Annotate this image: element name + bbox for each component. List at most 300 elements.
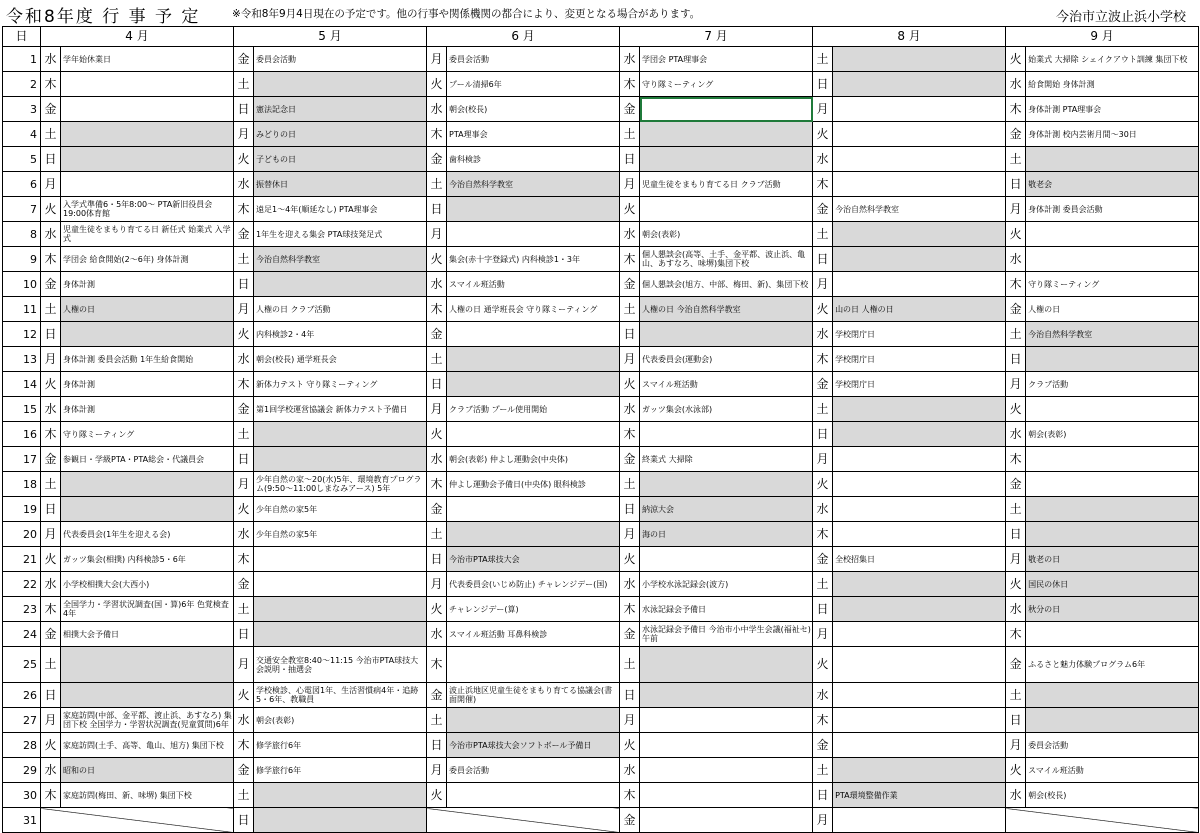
event-cell[interactable]: 朝会(表彰) [1026, 422, 1199, 447]
event-cell[interactable]: 学校検診、心電図1年、生活習慣病4年・追跡5・6年、教職員 [254, 683, 427, 708]
day-row [3, 622, 1199, 647]
weekday-cell: 日 [1006, 708, 1026, 733]
day-row [3, 222, 1199, 247]
weekday-cell: 土 [813, 222, 833, 247]
event-cell[interactable]: 身体計測 委員会活動 [1026, 197, 1199, 222]
event-cell[interactable] [640, 147, 813, 172]
weekday-cell: 金 [1006, 472, 1026, 497]
event-cell[interactable]: 人権の日 [1026, 297, 1199, 322]
event-cell[interactable]: 児童生徒をまもり育てる日 クラブ活動 [640, 172, 813, 197]
event-cell[interactable] [447, 647, 620, 683]
weekday-cell: 土 [813, 397, 833, 422]
weekday-cell: 水 [41, 758, 61, 783]
weekday-cell: 水 [427, 622, 447, 647]
event-cell[interactable]: 波止浜地区児童生徒をまもり育てる協議会(書面開催) [447, 683, 620, 708]
event-cell[interactable]: 今治自然科学教室 [254, 247, 427, 272]
event-cell[interactable]: 人権の日 通学班長会 守り隊ミーティング [447, 297, 620, 322]
weekday-cell: 火 [1006, 572, 1026, 597]
day-row [3, 758, 1199, 783]
event-cell[interactable]: 委員会活動 [447, 47, 620, 72]
day-number: 2 [3, 72, 41, 97]
event-cell[interactable]: 委員会活動 [447, 758, 620, 783]
weekday-cell: 水 [234, 522, 254, 547]
event-cell[interactable]: 児童生徒をまもり育てる日 新任式 始業式 入学式 [61, 222, 234, 247]
event-cell[interactable] [640, 322, 813, 347]
event-cell[interactable] [254, 597, 427, 622]
event-cell[interactable] [254, 622, 427, 647]
event-cell[interactable]: 集会(赤十字登録式) 内科検診1・3年 [447, 247, 620, 272]
weekday-cell: 金 [41, 97, 61, 122]
weekday-cell: 日 [234, 808, 254, 833]
event-cell[interactable] [833, 708, 1006, 733]
weekday-cell: 土 [620, 297, 640, 322]
weekday-cell: 土 [234, 72, 254, 97]
weekday-cell: 月 [234, 472, 254, 497]
month-header-row [3, 27, 1199, 47]
weekday-cell: 火 [234, 147, 254, 172]
schedule-note: ※令和8年9月4日現在の予定です。他の行事や関係機関の都合により、変更となる場合があります。 [232, 8, 701, 20]
weekday-cell: 水 [620, 47, 640, 72]
day-row [3, 447, 1199, 472]
event-cell[interactable]: 全国学力・学習状況調査(国・算)6年 色覚検査4年 [61, 597, 234, 622]
event-cell[interactable] [640, 472, 813, 497]
weekday-cell: 月 [427, 222, 447, 247]
weekday-cell: 金 [427, 147, 447, 172]
event-cell[interactable]: 代表委員会(いじめ防止) チャレンジデー(国) [447, 572, 620, 597]
weekday-cell: 水 [234, 347, 254, 372]
event-cell[interactable] [1026, 147, 1199, 172]
event-cell[interactable] [254, 272, 427, 297]
weekday-cell: 木 [41, 783, 61, 808]
weekday-cell: 金 [234, 397, 254, 422]
event-cell[interactable]: 代表委員会(運動会) [640, 347, 813, 372]
event-cell[interactable]: 身体計測 PTA理事会 [1026, 97, 1199, 122]
event-cell[interactable]: 個人懇談会(旭方、中部、梅田、新)、集団下校 [640, 272, 813, 297]
event-cell[interactable]: 始業式 大掃除 シェイクアウト訓練 集団下校 [1026, 47, 1199, 72]
weekday-cell: 土 [813, 572, 833, 597]
event-cell[interactable] [833, 122, 1006, 147]
event-cell[interactable]: 身体計測 [61, 272, 234, 297]
event-cell[interactable] [833, 522, 1006, 547]
weekday-cell: 金 [234, 572, 254, 597]
weekday-cell: 月 [1006, 547, 1026, 572]
event-cell[interactable] [640, 783, 813, 808]
event-cell[interactable]: 今治自然科学教室 [447, 172, 620, 197]
weekday-cell: 日 [234, 447, 254, 472]
event-cell[interactable] [833, 683, 1006, 708]
month-header: 7 月 [620, 27, 813, 47]
day-number: 12 [3, 322, 41, 347]
event-cell[interactable] [61, 497, 234, 522]
event-cell[interactable] [254, 422, 427, 447]
weekday-cell: 水 [41, 222, 61, 247]
event-cell[interactable]: 委員会活動 [254, 47, 427, 72]
day-row [3, 397, 1199, 422]
event-cell[interactable] [640, 647, 813, 683]
event-cell[interactable]: 納涼大会 [640, 497, 813, 522]
event-cell[interactable]: 委員会活動 [1026, 733, 1199, 758]
event-cell[interactable]: 参観日・学級PTA・PTA総会・代議員会 [61, 447, 234, 472]
weekday-cell: 金 [620, 97, 640, 122]
event-cell[interactable] [833, 647, 1006, 683]
day-row [3, 122, 1199, 147]
weekday-cell: 月 [813, 272, 833, 297]
event-cell[interactable]: 小学校水泳記録会(波方) [640, 572, 813, 597]
event-cell[interactable]: 1年生を迎える集会 PTA球技発足式 [254, 222, 427, 247]
event-cell[interactable]: 少年自然の家5年 [254, 522, 427, 547]
event-cell[interactable]: 相撲大会予備日 [61, 622, 234, 647]
event-cell[interactable]: プール清掃6年 [447, 72, 620, 97]
weekday-cell: 水 [620, 758, 640, 783]
event-cell[interactable] [833, 72, 1006, 97]
event-cell[interactable] [833, 622, 1006, 647]
event-cell[interactable] [447, 522, 620, 547]
event-cell[interactable] [61, 72, 234, 97]
event-cell[interactable]: 学団会 給食開始(2～6年) 身体計測 [61, 247, 234, 272]
event-cell[interactable]: 個人懇談会(高等、土手、金平都、波止浜、亀山、あすなろ、味堺)集団下校 [640, 247, 813, 272]
event-cell[interactable] [833, 272, 1006, 297]
event-cell[interactable] [447, 197, 620, 222]
weekday-cell: 水 [1006, 422, 1026, 447]
event-cell[interactable]: 内科検診2・4年 [254, 322, 427, 347]
event-cell[interactable] [640, 708, 813, 733]
weekday-cell: 水 [620, 397, 640, 422]
event-cell[interactable] [833, 422, 1006, 447]
event-cell[interactable]: みどりの日 [254, 122, 427, 147]
event-cell[interactable] [1026, 447, 1199, 472]
event-cell[interactable] [640, 758, 813, 783]
weekday-cell: 木 [813, 708, 833, 733]
event-cell[interactable]: スマイル班活動 [1026, 758, 1199, 783]
weekday-cell: 火 [234, 683, 254, 708]
event-cell[interactable] [833, 47, 1006, 72]
weekday-cell: 木 [41, 597, 61, 622]
event-cell[interactable]: 海の日 [640, 522, 813, 547]
day-number: 13 [3, 347, 41, 372]
weekday-cell: 木 [234, 547, 254, 572]
day-row [3, 147, 1199, 172]
weekday-cell: 水 [41, 397, 61, 422]
event-cell[interactable]: 学団会 PTA理事会 [640, 47, 813, 72]
weekday-cell: 月 [813, 97, 833, 122]
school-name: 今治市立波止浜小学校 [1055, 10, 1186, 25]
weekday-cell: 月 [427, 572, 447, 597]
event-cell[interactable] [833, 472, 1006, 497]
weekday-cell: 木 [41, 72, 61, 97]
event-cell[interactable]: 水泳記録会予備日 [640, 597, 813, 622]
event-cell[interactable]: 全校招集日 [833, 547, 1006, 572]
weekday-cell: 月 [41, 347, 61, 372]
weekday-cell: 日 [427, 197, 447, 222]
day-number: 6 [3, 172, 41, 197]
event-cell[interactable]: クラブ活動 プール使用開始 [447, 397, 620, 422]
event-cell[interactable] [447, 322, 620, 347]
event-cell[interactable] [640, 97, 813, 122]
day-row [3, 47, 1199, 72]
weekday-cell: 火 [427, 597, 447, 622]
event-cell[interactable] [1026, 347, 1199, 372]
event-cell[interactable] [833, 597, 1006, 622]
event-cell[interactable]: 守り隊ミーティング [61, 422, 234, 447]
event-cell[interactable]: 国民の休日 [1026, 572, 1199, 597]
weekday-cell: 日 [1006, 172, 1026, 197]
event-cell[interactable] [61, 97, 234, 122]
event-cell[interactable]: 人権の日 [61, 297, 234, 322]
event-cell[interactable] [447, 708, 620, 733]
event-cell[interactable] [833, 447, 1006, 472]
day-row [3, 597, 1199, 622]
event-cell[interactable]: 新体力テスト 守り隊ミーティング [254, 372, 427, 397]
event-cell[interactable] [833, 222, 1006, 247]
event-cell[interactable]: 今治自然科学教室 [1026, 322, 1199, 347]
event-cell[interactable]: 朝会(校長) 通学班長会 [254, 347, 427, 372]
event-cell[interactable]: 学校閉庁日 [833, 347, 1006, 372]
event-cell[interactable]: 朝会(校長) [1026, 783, 1199, 808]
event-cell[interactable] [1026, 683, 1199, 708]
event-cell[interactable] [833, 172, 1006, 197]
day-number: 26 [3, 683, 41, 708]
weekday-cell: 月 [813, 808, 833, 833]
event-cell[interactable]: 小学校相撲大会(大西小) [61, 572, 234, 597]
weekday-cell: 日 [620, 322, 640, 347]
event-cell[interactable] [61, 147, 234, 172]
event-cell[interactable] [1026, 708, 1199, 733]
event-cell[interactable]: 身体計測 委員会活動 1年生給食開始 [61, 347, 234, 372]
weekday-cell: 月 [41, 522, 61, 547]
event-cell[interactable]: PTA理事会 [447, 122, 620, 147]
event-cell[interactable]: 学校閉庁日 [833, 372, 1006, 397]
event-cell[interactable]: 交通安全教室8:40～11:15 今治市PTA球技大会説明・抽選会 [254, 647, 427, 683]
event-cell[interactable]: 山の日 人権の日 [833, 297, 1006, 322]
event-cell[interactable]: スマイル班活動 耳鼻科検診 [447, 622, 620, 647]
weekday-cell: 火 [620, 733, 640, 758]
event-cell[interactable]: 子どもの日 [254, 147, 427, 172]
weekday-cell: 月 [813, 622, 833, 647]
day-row [3, 197, 1199, 222]
page-title: 令和8年度 行 事 予 定 [6, 7, 201, 27]
weekday-cell: 月 [41, 172, 61, 197]
weekday-cell: 土 [620, 122, 640, 147]
event-cell[interactable] [447, 222, 620, 247]
event-cell[interactable]: 今治自然科学教室 [833, 197, 1006, 222]
weekday-cell: 木 [41, 422, 61, 447]
event-cell[interactable]: 家庭訪問(土手、高等、亀山、旭方) 集団下校 [61, 733, 234, 758]
event-cell[interactable]: 振替休日 [254, 172, 427, 197]
weekday-cell: 木 [234, 197, 254, 222]
event-cell[interactable]: 仲よし運動会予備日(中央体) 眼科検診 [447, 472, 620, 497]
event-cell[interactable] [833, 497, 1006, 522]
event-cell[interactable]: 家庭訪問(梅田、新、味堺) 集団下校 [61, 783, 234, 808]
event-cell[interactable]: 身体計測 校内芸術月間～30日 [1026, 122, 1199, 147]
weekday-cell: 水 [1006, 597, 1026, 622]
event-cell[interactable]: 遠足1～4年(順延なし) PTA理事会 [254, 197, 427, 222]
event-cell[interactable] [447, 347, 620, 372]
event-cell[interactable] [833, 572, 1006, 597]
event-cell[interactable] [1026, 497, 1199, 522]
weekday-cell: 日 [620, 683, 640, 708]
day-number: 7 [3, 197, 41, 222]
event-cell[interactable]: 代表委員会(1年生を迎える会) [61, 522, 234, 547]
event-cell[interactable] [833, 247, 1006, 272]
event-cell[interactable] [833, 758, 1006, 783]
event-cell[interactable] [1026, 472, 1199, 497]
weekday-cell: 水 [813, 147, 833, 172]
event-cell[interactable]: 今治市PTA球技大会ソフトボール予備日 [447, 733, 620, 758]
event-cell[interactable]: 秋分の日 [1026, 597, 1199, 622]
event-cell[interactable]: 第1回学校運営協議会 新体力テスト予備日 [254, 397, 427, 422]
event-cell[interactable]: 歯科検診 [447, 147, 620, 172]
event-cell[interactable]: 終業式 大掃除 [640, 447, 813, 472]
header [0, 0, 1200, 26]
event-cell[interactable]: 人権の日 クラブ活動 [254, 297, 427, 322]
event-cell[interactable] [61, 472, 234, 497]
event-cell[interactable] [833, 397, 1006, 422]
event-cell[interactable] [640, 733, 813, 758]
event-cell[interactable] [833, 733, 1006, 758]
weekday-cell: 日 [41, 683, 61, 708]
weekday-cell: 火 [427, 422, 447, 447]
event-cell[interactable]: ガッツ集会(相撲) 内科検診5・6年 [61, 547, 234, 572]
event-cell[interactable]: 入学式準備6・5年8:00～ PTA新旧役員会19:00体育館 [61, 197, 234, 222]
weekday-cell: 火 [1006, 397, 1026, 422]
event-cell[interactable]: 修学旅行6年 [254, 758, 427, 783]
weekday-cell: 水 [813, 683, 833, 708]
weekday-cell: 日 [620, 497, 640, 522]
event-cell[interactable]: 敬老会 [1026, 172, 1199, 197]
weekday-cell: 火 [813, 647, 833, 683]
weekday-cell: 水 [1006, 72, 1026, 97]
day-number: 4 [3, 122, 41, 147]
day-row [3, 708, 1199, 733]
weekday-cell: 金 [1006, 297, 1026, 322]
weekday-cell: 金 [234, 47, 254, 72]
schedule-table [2, 26, 1199, 833]
event-cell[interactable]: クラブ活動 [1026, 372, 1199, 397]
weekday-cell: 土 [234, 422, 254, 447]
event-cell[interactable]: 敬老の日 [1026, 547, 1199, 572]
event-cell[interactable]: チャレンジデー(算) [447, 597, 620, 622]
weekday-cell: 水 [234, 172, 254, 197]
event-cell[interactable] [447, 497, 620, 522]
event-cell[interactable]: ガッツ集会(水泳部) [640, 397, 813, 422]
weekday-cell: 金 [427, 683, 447, 708]
event-cell[interactable] [833, 147, 1006, 172]
event-cell[interactable]: 身体計測 [61, 372, 234, 397]
weekday-cell: 日 [813, 72, 833, 97]
day-row [3, 97, 1199, 122]
month-header: 8 月 [813, 27, 1006, 47]
event-cell[interactable] [640, 683, 813, 708]
weekday-cell: 金 [1006, 122, 1026, 147]
event-cell[interactable] [1026, 397, 1199, 422]
event-cell[interactable] [61, 122, 234, 147]
weekday-cell: 金 [620, 272, 640, 297]
event-cell[interactable]: 修学旅行6年 [254, 733, 427, 758]
event-cell[interactable]: PTA環境整備作業 [833, 783, 1006, 808]
weekday-cell: 木 [1006, 272, 1026, 297]
weekday-cell: 日 [427, 372, 447, 397]
event-cell[interactable]: スマイル班活動 [640, 372, 813, 397]
weekday-cell: 木 [1006, 622, 1026, 647]
event-cell[interactable] [254, 72, 427, 97]
weekday-cell: 月 [620, 347, 640, 372]
event-cell[interactable]: 朝会(表彰) 仲よし運動会(中央体) [447, 447, 620, 472]
weekday-cell: 日 [41, 147, 61, 172]
day-number: 20 [3, 522, 41, 547]
weekday-cell: 水 [234, 708, 254, 733]
event-cell[interactable]: 水泳記録会予備日 今治市小中学生会議(福祉セ)午前 [640, 622, 813, 647]
event-cell[interactable] [254, 572, 427, 597]
event-cell[interactable]: 家庭訪問(中部、金平都、渡止浜、あすなろ) 集団下校 全国学力・学習状況調査(児童質問)6年 [61, 708, 234, 733]
event-cell[interactable] [254, 447, 427, 472]
day-row [3, 547, 1199, 572]
event-cell[interactable]: 昭和の日 [61, 758, 234, 783]
event-cell[interactable] [61, 683, 234, 708]
event-cell[interactable]: スマイル班活動 [447, 272, 620, 297]
event-cell[interactable]: 朝会(表彰) [640, 222, 813, 247]
weekday-cell: 木 [1006, 447, 1026, 472]
weekday-cell: 火 [41, 372, 61, 397]
weekday-cell: 金 [427, 497, 447, 522]
event-cell[interactable] [640, 547, 813, 572]
weekday-cell: 日 [620, 147, 640, 172]
weekday-cell: 日 [813, 247, 833, 272]
event-cell[interactable]: 朝会(表彰) [254, 708, 427, 733]
event-cell[interactable] [254, 547, 427, 572]
month-header: 4 月 [41, 27, 234, 47]
event-cell[interactable]: 朝会(校長) [447, 97, 620, 122]
weekday-cell: 月 [1006, 197, 1026, 222]
day-number: 30 [3, 783, 41, 808]
event-cell[interactable] [447, 783, 620, 808]
event-cell[interactable]: ふるさと魅力体験プログラム6年 [1026, 647, 1199, 683]
weekday-cell: 木 [41, 247, 61, 272]
event-cell[interactable]: 学年始休業日 [61, 47, 234, 72]
event-cell[interactable] [61, 647, 234, 683]
event-cell[interactable]: 少年自然の家～20(水)5年、環境教育プログラム(9:50～11:00しまなみアース) 5年 [254, 472, 427, 497]
event-cell[interactable]: 守り隊ミーティング [1026, 272, 1199, 297]
event-cell[interactable]: 給食開始 身体計測 [1026, 72, 1199, 97]
event-cell[interactable] [61, 322, 234, 347]
event-cell[interactable] [447, 422, 620, 447]
event-cell[interactable] [833, 97, 1006, 122]
day-number: 24 [3, 622, 41, 647]
event-cell[interactable] [640, 197, 813, 222]
event-cell[interactable]: 身体計測 [61, 397, 234, 422]
event-cell[interactable] [1026, 522, 1199, 547]
day-number: 29 [3, 758, 41, 783]
event-cell[interactable]: 憲法記念日 [254, 97, 427, 122]
day-row [3, 272, 1199, 297]
event-cell[interactable] [640, 122, 813, 147]
day-row [3, 472, 1199, 497]
event-cell[interactable] [447, 372, 620, 397]
event-cell[interactable] [61, 172, 234, 197]
event-cell[interactable] [640, 422, 813, 447]
event-cell[interactable] [1026, 222, 1199, 247]
event-cell[interactable]: 今治市PTA球技大会 [447, 547, 620, 572]
event-cell[interactable]: 守り隊ミーティング [640, 72, 813, 97]
day-number: 18 [3, 472, 41, 497]
event-cell[interactable]: 人権の日 今治自然科学教室 [640, 297, 813, 322]
weekday-cell: 火 [41, 547, 61, 572]
weekday-cell: 金 [620, 447, 640, 472]
event-cell[interactable] [1026, 247, 1199, 272]
event-cell[interactable]: 少年自然の家5年 [254, 497, 427, 522]
event-cell[interactable] [254, 783, 427, 808]
event-cell[interactable]: 学校閉庁日 [833, 322, 1006, 347]
event-cell[interactable] [1026, 622, 1199, 647]
